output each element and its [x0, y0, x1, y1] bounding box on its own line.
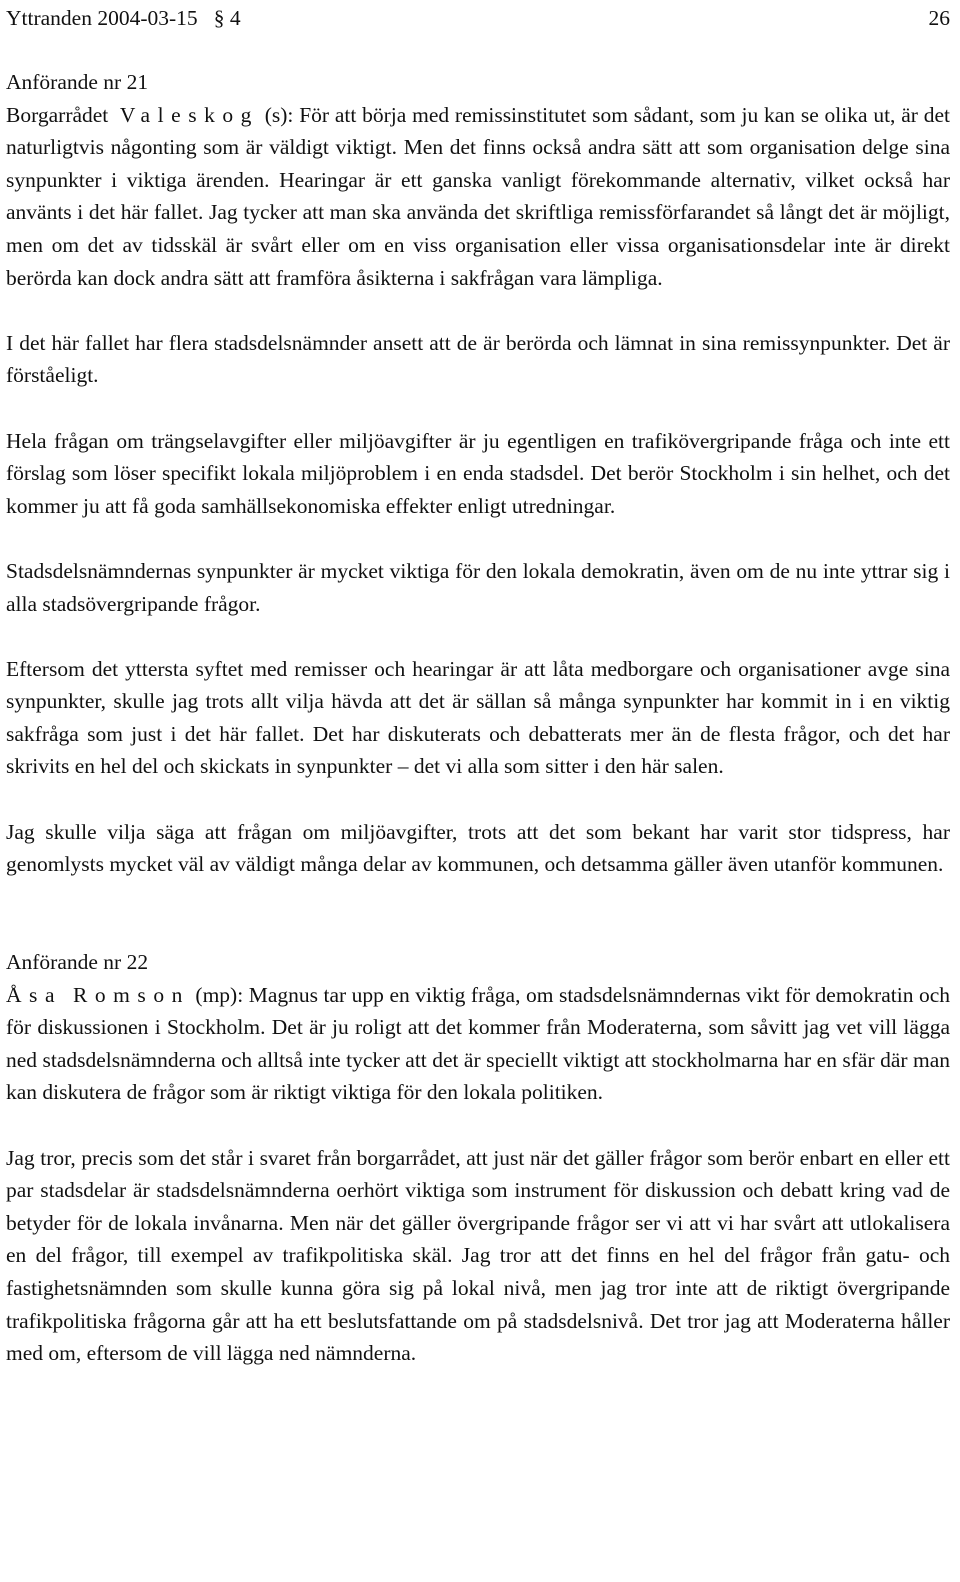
speaker-title: Borgarrådet: [6, 102, 109, 127]
speech-paragraph: [6, 979, 950, 1109]
speech-paragraph: I det här fallet har flera stadsdelsnämnder ansett att de är berörda och lämnat in sina remissynpunkter. Det är förståeligt.: [6, 330, 950, 388]
speech-21: [6, 66, 950, 881]
document-page: [6, 0, 950, 1402]
speaker-last-name: Romson: [73, 982, 190, 1007]
speech-22: [6, 946, 950, 1370]
speaker-party: (s):: [264, 102, 294, 127]
speaker-party: (mp):: [195, 982, 244, 1007]
speech-paragraph: [6, 99, 950, 295]
speaker-first-name: Åsa: [6, 982, 63, 1007]
header-spacer: [6, 33, 950, 66]
paragraph-text: För att börja med remissinstitutet som sådant, som ju kan se olika ut, är det naturligtvis någonting som är väldigt viktigt. Men det finns också andra sätt att som organisation delge sina synpunkter i viktiga ärenden. Hearingar är ett ganska vanligt förekommande alternativ, vilket också har använts i det här fallet. Jag tycker att man ska använda det skriftliga remissförfarandet så långt det är möjligt, men om det av tidsskäl är svårt eller om en viss organisation eller vissa organisationsdelar inte är direkt berörda kan dock andra sätt att framföra åsikterna i sakfrågan vara lämpliga.: [6, 102, 950, 290]
section-gap: [6, 913, 950, 946]
page-number: 26: [928, 6, 950, 30]
speech-paragraph: Stadsdelsnämndernas synpunkter är mycket viktiga för den lokala demokratin, även om de nu inte yttrar sig i alla stadsövergripande frågor.: [6, 558, 950, 616]
speech-heading: Anförande nr 21: [6, 70, 149, 94]
paragraph-text: Magnus tar upp en viktig fråga, om stadsdelsnämndernas vikt för demokratin och för diskussionen i Stockholm. Det är ju roligt att det kommer från Moderaterna, som såvitt jag vet vill lägga ned stadsdelsnämnderna och alltså inte tycker att det är speciellt viktigt att stockholmarna har en sfär där man kan diskutera de frågor som är riktigt viktiga för den lokala politiken.: [6, 982, 951, 1105]
speech-paragraph: Jag tror, precis som det står i svaret från borgarrådet, att just när det gäller frågor som berör enbart en eller ett par stadsdelar är stadsdelsnämnderna oerhört viktiga som instrument för diskussion och debatt kring vad de betyder för de lokala invånarna. Men när det gäller övergripande frågor ser vi att vi har svårt att utlokalisera en del frågor, till exempel av trafikpolitiska skäl. Jag tror att det finns en hel del frågor från gatu- och fastighetsnämnden som skulle kunna göra sig på lokal nivå, men jag tror inte att de riktigt övergripande trafikpolitiska frågorna går att ha ett beslutsfattande om på stadsdelsnivå. Det tror jag att Moderaterna håller med om, eftersom de vill lägga ned nämnderna.: [6, 1145, 950, 1366]
speech-paragraph: Hela frågan om trängselavgifter eller miljöavgifter är ju egentligen en trafikövergripande fråga och inte ett förslag som löser specifikt lokala miljöproblem i en enda stadsdel. Det berör Stockholm i sin helhet, och det kommer ju att få goda samhällsekonomiska effekter enligt utredningar.: [6, 428, 950, 518]
page-header: [6, 0, 950, 33]
speech-paragraph: Eftersom det yttersta syftet med remisser och hearingar är att låta medborgare och organisationer avge sina synpunkter, skulle jag trots allt vilja hävda att det är sällan så många synpunkter har kommit in i en viktig sakfråga som just i det här fallet. Det har diskuterats och debatterats mer än de flesta frågor, och det har skrivits en hel del och skickats in synpunkter – det vi alla som sitter i den här salen.: [6, 656, 950, 779]
speech-heading: Anförande nr 22: [6, 950, 149, 975]
header-date-section: Yttranden 2004-03-15 § 4: [6, 6, 241, 30]
speech-paragraph: Jag skulle vilja säga att frågan om miljöavgifter, trots att det som bekant har varit stor tidspress, har genomlysts mycket väl av väldigt många delar av kommunen, och detsamma gäller även utanför kommunen.: [6, 819, 950, 877]
speaker-name: Valeskog: [119, 102, 259, 127]
